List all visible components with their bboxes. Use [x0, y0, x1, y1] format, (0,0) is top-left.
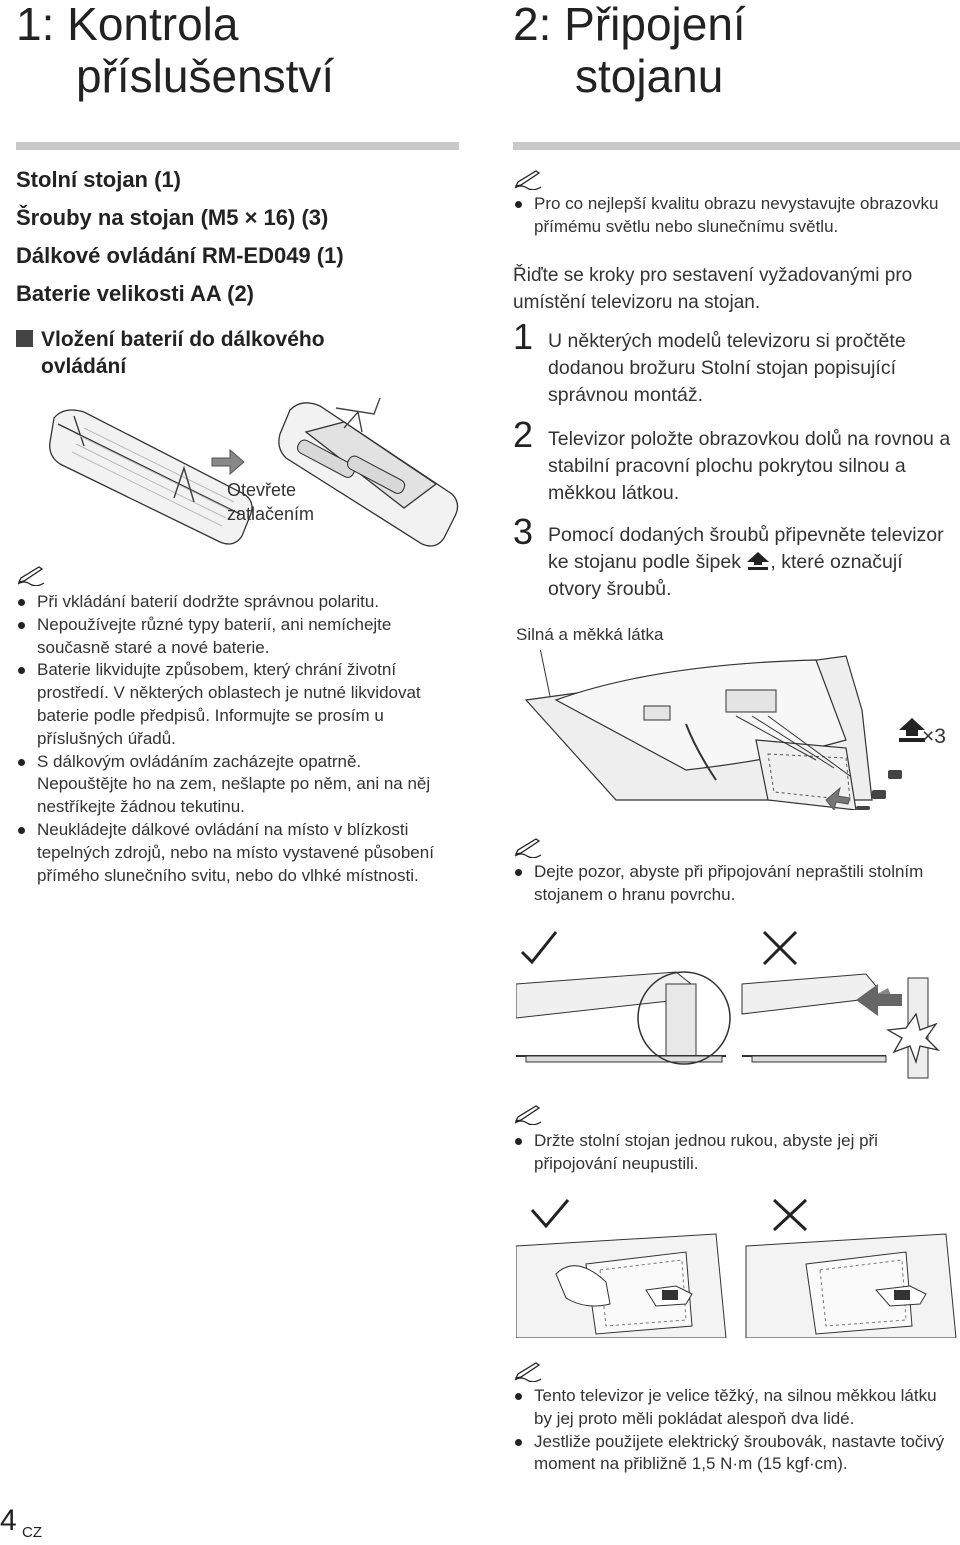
- cross-mark-icon: [764, 932, 796, 964]
- picture-quality-note: [513, 193, 958, 239]
- pencil-note-icon: [513, 1105, 543, 1125]
- list-item: Držte stolní stojan jednou rukou, abyste jej při připojování neupustili.: [513, 1130, 958, 1176]
- page-language: CZ: [22, 1524, 42, 1541]
- step-number: 2: [513, 414, 534, 455]
- right-section-title: [513, 0, 953, 102]
- right-title-line1: 2: Připojení: [513, 0, 746, 50]
- right-title-line2: stojanu: [575, 50, 724, 102]
- left-title-line1: 1: Kontrola: [16, 0, 239, 50]
- check-mark-icon: [522, 932, 556, 962]
- list-item: Jestliže použijete elektrický šroubovák, nastavte točivý moment na přibližně 1,5 N·m (15 kgf·cm).: [513, 1431, 958, 1477]
- accessory-item: Dálkové ovládání RM-ED049 (1): [16, 243, 344, 268]
- list-item: Dejte pozor, abyste při připojování nepraštili stolním stojanem o hranu povrchu.: [513, 861, 958, 907]
- accessory-item: Šrouby na stojan (M5 × 16) (3): [16, 205, 329, 230]
- up-arrow-screw-hole-icon: [746, 551, 770, 571]
- edge-correct-wrong-illustration: [516, 928, 960, 1092]
- left-section-title: [16, 0, 456, 102]
- open-press-label: [227, 478, 314, 526]
- cross-mark-icon: [774, 1200, 806, 1230]
- left-title-line2: příslušenství: [76, 50, 335, 102]
- open-label-line2: zatlačením: [227, 504, 315, 524]
- battery-heading: [16, 326, 456, 380]
- step-text: Televizor položte obrazovkou dolů na rovnou a stabilní pracovní plochu pokrytou silnou a měkkou látkou.: [548, 428, 951, 504]
- battery-heading-line2: ovládání: [41, 355, 127, 378]
- page-number: 4: [0, 1504, 17, 1537]
- list-item: S dálkovým ovládáním zacházejte opatrně. Nepouštějte ho na zem, nešlapte po něm, ani na něj nestříkejte žádnou tekutinu.: [16, 751, 456, 819]
- step-number: 1: [513, 316, 534, 357]
- list-item: Neukládejte dálkové ovládání na místo v blízkosti tepelných zdrojů, nebo na místo vystavené působení přímého slunečního svitu, nebo do vlhké místnosti.: [16, 819, 456, 887]
- step-text: U některých modelů televizoru si pročtěte dodanou brožuru Stolní stojan popisující správnou montáž.: [548, 330, 906, 406]
- weight-torque-notes: [513, 1385, 958, 1476]
- pencil-note-icon: [513, 838, 543, 858]
- check-mark-icon: [532, 1200, 568, 1226]
- assembly-intro: Řiďte se kroky pro sestavení vyžadovanými pro umístění televizoru na stojan.: [513, 265, 913, 313]
- accessory-list: [16, 161, 456, 313]
- hold-stand-note: [513, 1130, 958, 1176]
- accessory-item: Baterie velikosti AA (2): [16, 281, 255, 306]
- square-bullet-icon: [16, 330, 33, 347]
- step-number: 3: [513, 511, 534, 552]
- list-item: Baterie likvidujte způsobem, který chrání životní prostředí. V některých oblastech je nutné likvidovat baterie podle předpisů. Informujte se prosím u příslušných úřadů.: [16, 659, 456, 750]
- step3-text-after: , které označují otvory šroubů.: [548, 551, 903, 600]
- step-text: [548, 522, 948, 603]
- screw-count: ×3: [922, 725, 946, 748]
- pencil-note-icon: [513, 1362, 543, 1382]
- right-title-rule: [513, 142, 960, 150]
- list-item: Nepoužívejte různé typy baterií, ani nemíchejte současně staré a nové baterie.: [16, 614, 456, 660]
- pencil-note-icon: [16, 566, 46, 586]
- cloth-label: Silná a měkká látka: [516, 625, 664, 644]
- step3-text-before: Pomocí dodaných šroubů připevněte televizor ke stojanu podle šipek: [548, 524, 944, 573]
- list-item: Tento televizor je velice těžký, na silnou měkkou látku by jej proto měli pokládat alespoň dva lidé.: [513, 1385, 958, 1431]
- list-item: Při vkládání baterií dodržte správnou polaritu.: [16, 591, 456, 614]
- tv-stand-attach-illustration: [516, 650, 960, 810]
- battery-notes-list: [16, 591, 456, 887]
- accessory-item: Stolní stojan (1): [16, 167, 181, 192]
- hold-stand-illustration: [516, 1194, 960, 1338]
- open-label-line1: Otevřete: [227, 480, 297, 500]
- pencil-note-icon: [513, 170, 543, 190]
- list-item: Pro co nejlepší kvalitu obrazu nevystavujte obrazovku přímému světlu nebo slunečnímu světlu.: [513, 193, 958, 239]
- left-title-rule: [16, 142, 459, 150]
- battery-heading-line1: Vložení baterií do dálkového: [41, 328, 325, 351]
- surface-edge-note: [513, 861, 958, 907]
